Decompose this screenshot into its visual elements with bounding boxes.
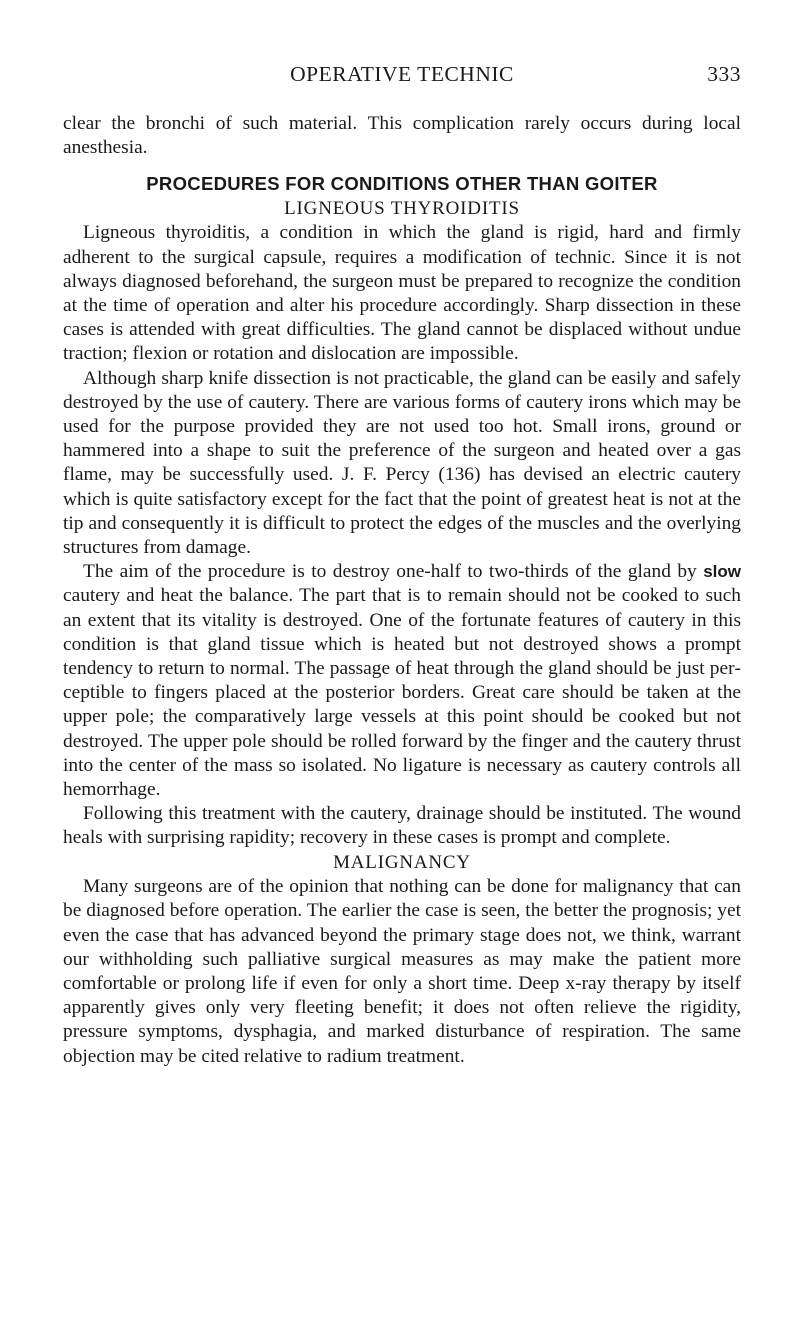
- subsection-heading-malignancy: MALIGNANCY: [333, 851, 471, 873]
- paragraph-ligneous-3: [63, 560, 741, 802]
- book-page: [63, 62, 741, 1069]
- running-title: OPERATIVE TECHNIC: [290, 62, 514, 86]
- paragraph-ligneous-2: Although sharp knife dissection is not practicable, the gland can be easily and safely destroyed by the use of cautery. There are various forms of cautery irons which may be used for the purpose provided they are not used too hot. Small irons, ground or hammered into a shape to suit the preference of the surgeon and heated over a gas flame, may be successfully used. J. F. Percy (136) has devised an electric cautery which is quite satisfactory except for the fact that the point of greatest heat is not at the tip and consequently it is difficult to protect the edges of the muscles and the overlying structures from damage.: [63, 367, 741, 559]
- paragraph-malignancy-1: Many surgeons are of the opinion that nothing can be done for malignancy that can be diagnosed before operation. The earlier the case is seen, the better the prognosis; yet even the case that has advanced beyond the primary stage does not, we think, warrant our withholding such palliative surgical measures as may make the patient more comfortable or prolong life if even for only a short time. Deep x-ray therapy by itself apparently gives only very fleeting benefit; it does not often relieve the rigidity, pressure symptoms, dysphagia, and marked disturbance of respiration. The same objection may be cited relative to radium treatment.: [63, 876, 741, 1067]
- paragraph-ligneous-3-start: The aim of the procedure is to destroy one-half to two-thirds of the gland by: [83, 561, 704, 583]
- emphasis-slow: slow: [703, 562, 741, 582]
- subsection-heading-ligneous: LIGNEOUS THYROIDITIS: [284, 197, 520, 219]
- running-header: [63, 62, 741, 96]
- body-text: [63, 112, 741, 1069]
- continuation-paragraph: clear the bronchi of such material. This complication rarely occurs during local anesthesia.: [63, 113, 741, 159]
- paragraph-ligneous-1: Ligneous thyroiditis, a condition in which the gland is rigid, hard and firmly adherent to the surgical capsule, requires a modification of technic. Since it is not always diagnosed beforehand, the surgeon must be prepared to recognize the condition at the time of operation and alter his procedure accordingly. Sharp dissection in these cases is attended with great difficulties. The gland cannot be displaced without undue traction; flexion or rotation and dislocation are impossible.: [63, 222, 741, 365]
- paragraph-ligneous-3-end: cautery and heat the balance. The part that is to remain should not be cooked to such an extent that its vitality is destroyed. One of the fortunate features of cautery in this condition is that gland tissue which is heated but not destroyed shows a prompt tendency to return to normal. The passage of heat through the gland should be just perceptible to fingers placed at the posterior borders. Great care should be taken at the upper pole; the comparatively large vessels at this point should be cooked but not destroyed. The upper pole should be rolled forward by the finger and the cautery thrust into the center of the mass so isolated. No ligature is necessary as cautery controls all hemorrhage.: [63, 585, 741, 801]
- page-number: 333: [707, 62, 741, 86]
- section-heading: PROCEDURES FOR CONDITIONS OTHER THAN GOITER: [146, 173, 658, 195]
- paragraph-ligneous-4: Following this treatment with the cautery, drainage should be instituted. The wound heals with surprising rapidity; recovery in these cases is prompt and complete.: [63, 803, 741, 849]
